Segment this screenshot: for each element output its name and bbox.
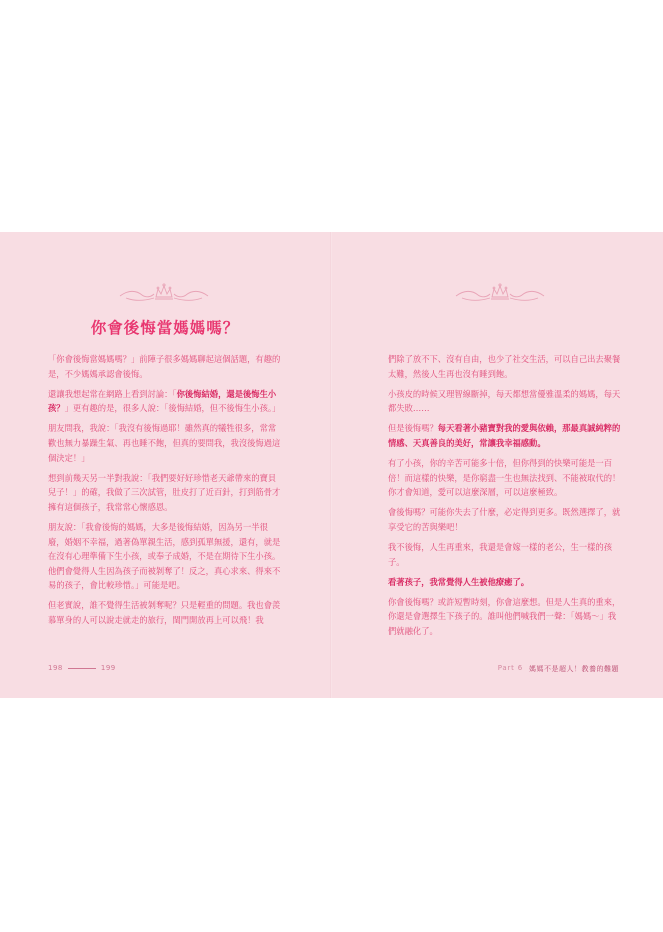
paragraph: [48, 352, 282, 381]
paragraph-text: 有了小孩，你的辛苦可能多十倍，但你得到的快樂可能是一百倍！而這樣的快樂，是你窮盡一生也無法找到、不能被取代的！你才會知道，愛可以這麼深層，可以這麼極致。: [388, 458, 621, 498]
paragraph: [388, 456, 622, 500]
left-page: [0, 232, 330, 698]
book-spread: [0, 232, 663, 698]
page-title: 你會後悔當媽媽嗎？: [90, 319, 240, 337]
page-number-right: 199: [100, 664, 116, 672]
chapter-label: 媽媽不是超人！教養的難題: [529, 665, 619, 673]
highlight-text: 你後悔結婚，還是後悔生小孩？: [48, 388, 277, 414]
paragraph-text: 但老實說，誰不覺得生活被剝奪呢？只是輕重的問題。我也會羨慕單身的人可以說走就走的旅行，閨門開放再上可以飛！我: [48, 600, 281, 625]
paragraph: [388, 505, 622, 534]
crown-ornament-icon: [454, 282, 546, 304]
paragraph: [388, 575, 622, 590]
paragraph: [48, 387, 282, 416]
paragraph: [388, 352, 622, 381]
paragraph: [48, 471, 282, 515]
paragraph: [388, 595, 622, 639]
paragraph-text: 」更有趣的是，很多人說：「後悔結婚，但不後悔生小孩。」: [64, 403, 281, 414]
highlight-text: 看著孩子，我常覺得人生被他療癒了。: [388, 576, 530, 587]
page-number-left: 198: [48, 664, 63, 672]
paragraph: [48, 598, 282, 627]
highlight-text: 每天看著小豬寶對我的愛與依賴，那最真誠純粹的情感、天真善良的美好，常讓我幸福感動。: [388, 423, 621, 448]
paragraph: [48, 520, 282, 593]
part-label: Part 6: [497, 664, 523, 672]
right-page: [332, 232, 663, 698]
paragraph-text: 「你會後悔當媽媽嗎？」前陣子很多媽媽聊起這個話題，有趣的是，不少媽媽承認會後悔。: [48, 354, 281, 379]
paragraph-text: 還讓我想起常在網路上看到討論：「: [48, 388, 177, 399]
paragraph-text: 小孩皮的時候又理智線斷掉，每天都想當優雅溫柔的媽媽，每天都失敗……: [388, 388, 621, 414]
paragraph: [48, 421, 282, 465]
crown-ornament-icon: [118, 282, 210, 304]
paragraph-text: 但是後悔嗎？: [388, 423, 438, 434]
paragraph-text: 朋友說：「我會後悔的媽媽，大多是後悔結婚，因為另一半很廢，婚姻不幸福，過著偽單親生活，感到孤單無援，還有，就是在沒有心理準備下生小孩，或奉子成婚，不是在期待下生小孩。他們會覺得人生因為孩子而被剝奪了！反之，真心求來、得來不易的孩子，會比較珍惜。」可能是吧。: [48, 521, 281, 591]
paragraph-text: 我不後悔，人生再重來，我還是會嫁一樣的老公，生一樣的孩子。: [388, 542, 613, 567]
paragraph: [388, 540, 622, 569]
paragraph-text: 朋友問我，我說：「我沒有後悔過耶！雖然真的犧牲很多，常常歡也無力暴躁生氣、再也睡不飽，但真的要問我，我沒後悔過這個決定！」: [48, 423, 281, 463]
paragraph-text: 你會後悔嗎？或許短暫時刻，你會這麼想。但是人生真的重來，你還是會選擇生下孩子的。誰叫他們喊我們一聲：「媽媽～」我們就融化了。: [388, 596, 621, 636]
paragraph: [388, 387, 622, 416]
paragraph-text: 想到前幾天另一半對我說：「我們要好好珍惜老天爺帶來的寶貝兒子！」的確，我做了三次試管，肚皮打了近百針，打到筋骨才擁有這個孩子，我常常心懷感恩。: [48, 472, 281, 512]
paragraph-text: 會後悔嗎？可能你失去了什麼，必定得到更多。既然選擇了，就享受它的苦與樂吧！: [388, 507, 621, 532]
folio-divider: [68, 668, 96, 669]
paragraph: [388, 421, 622, 450]
right-body-text: [388, 352, 622, 644]
paragraph-text: 們除了放不下、沒有自由，也少了社交生活，可以自己出去聚餐太難，然後人生再也沒有睡到飽。: [388, 354, 621, 379]
page-numbers: [48, 664, 116, 672]
left-body-text: [48, 352, 282, 633]
running-foot: [498, 664, 619, 674]
